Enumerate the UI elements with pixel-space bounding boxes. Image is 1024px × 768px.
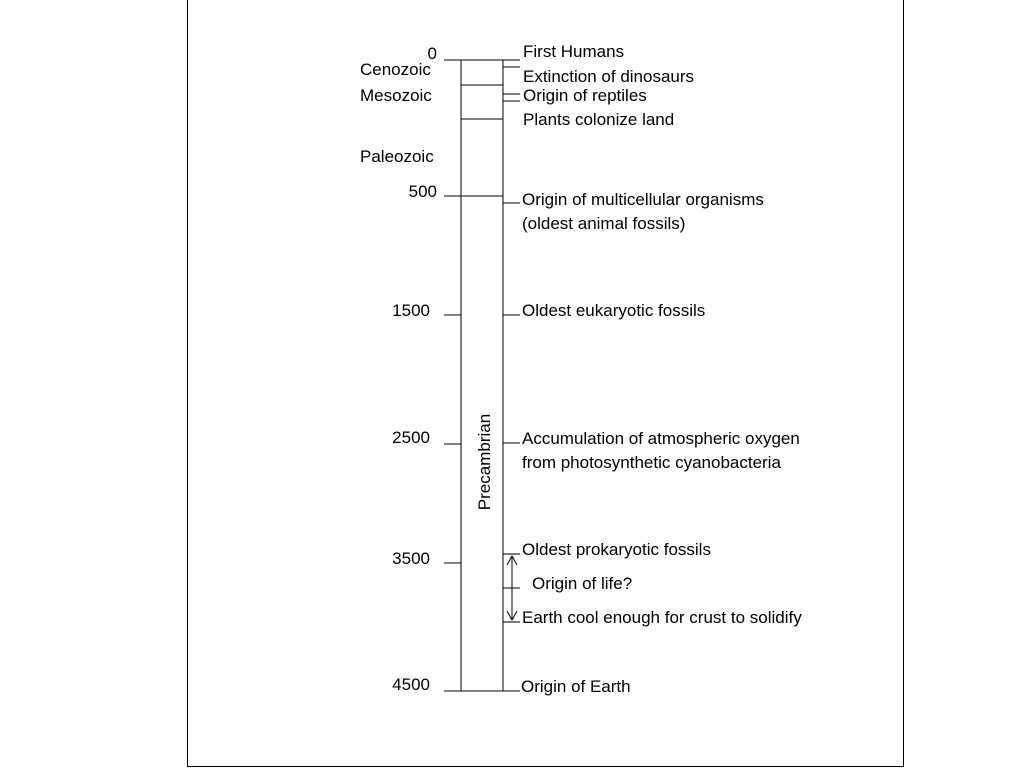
event-origin-life: Origin of life? (532, 574, 633, 593)
tick-label-2500: 2500 (392, 428, 430, 447)
event-origin-reptiles: Origin of reptiles (523, 86, 647, 105)
tick-label-4500: 4500 (392, 675, 430, 694)
event-oldest-animal-fossils: (oldest animal fossils) (522, 214, 686, 233)
tick-label-3500: 3500 (392, 549, 430, 568)
event-plants-colonize: Plants colonize land (523, 110, 675, 129)
event-cyanobacteria: from photosynthetic cyanobacteria (522, 453, 781, 472)
era-label-precambrian: Precambrian (475, 413, 494, 511)
tick-label-1500: 1500 (392, 301, 430, 320)
tick-label-500: 500 (408, 182, 437, 201)
event-prokaryotic: Oldest prokaryotic fossils (522, 540, 711, 559)
event-origin-earth: Origin of Earth (521, 677, 631, 696)
era-label-cenozoic: Cenozoic (360, 60, 431, 79)
event-oxygen: Accumulation of atmospheric oxygen (522, 429, 800, 448)
era-label-mesozoic: Mesozoic (360, 86, 432, 105)
event-multicellular: Origin of multicellular organisms (522, 190, 764, 209)
event-crust-solidify: Earth cool enough for crust to solidify (522, 608, 802, 627)
event-eukaryotic: Oldest eukaryotic fossils (522, 301, 706, 320)
event-first-humans: First Humans (523, 42, 625, 61)
tick-label-0: 0 (427, 44, 437, 63)
timeline-column (461, 60, 503, 691)
era-label-paleozoic: Paleozoic (360, 147, 434, 166)
event-extinction-dinosaurs: Extinction of dinosaurs (523, 67, 695, 86)
